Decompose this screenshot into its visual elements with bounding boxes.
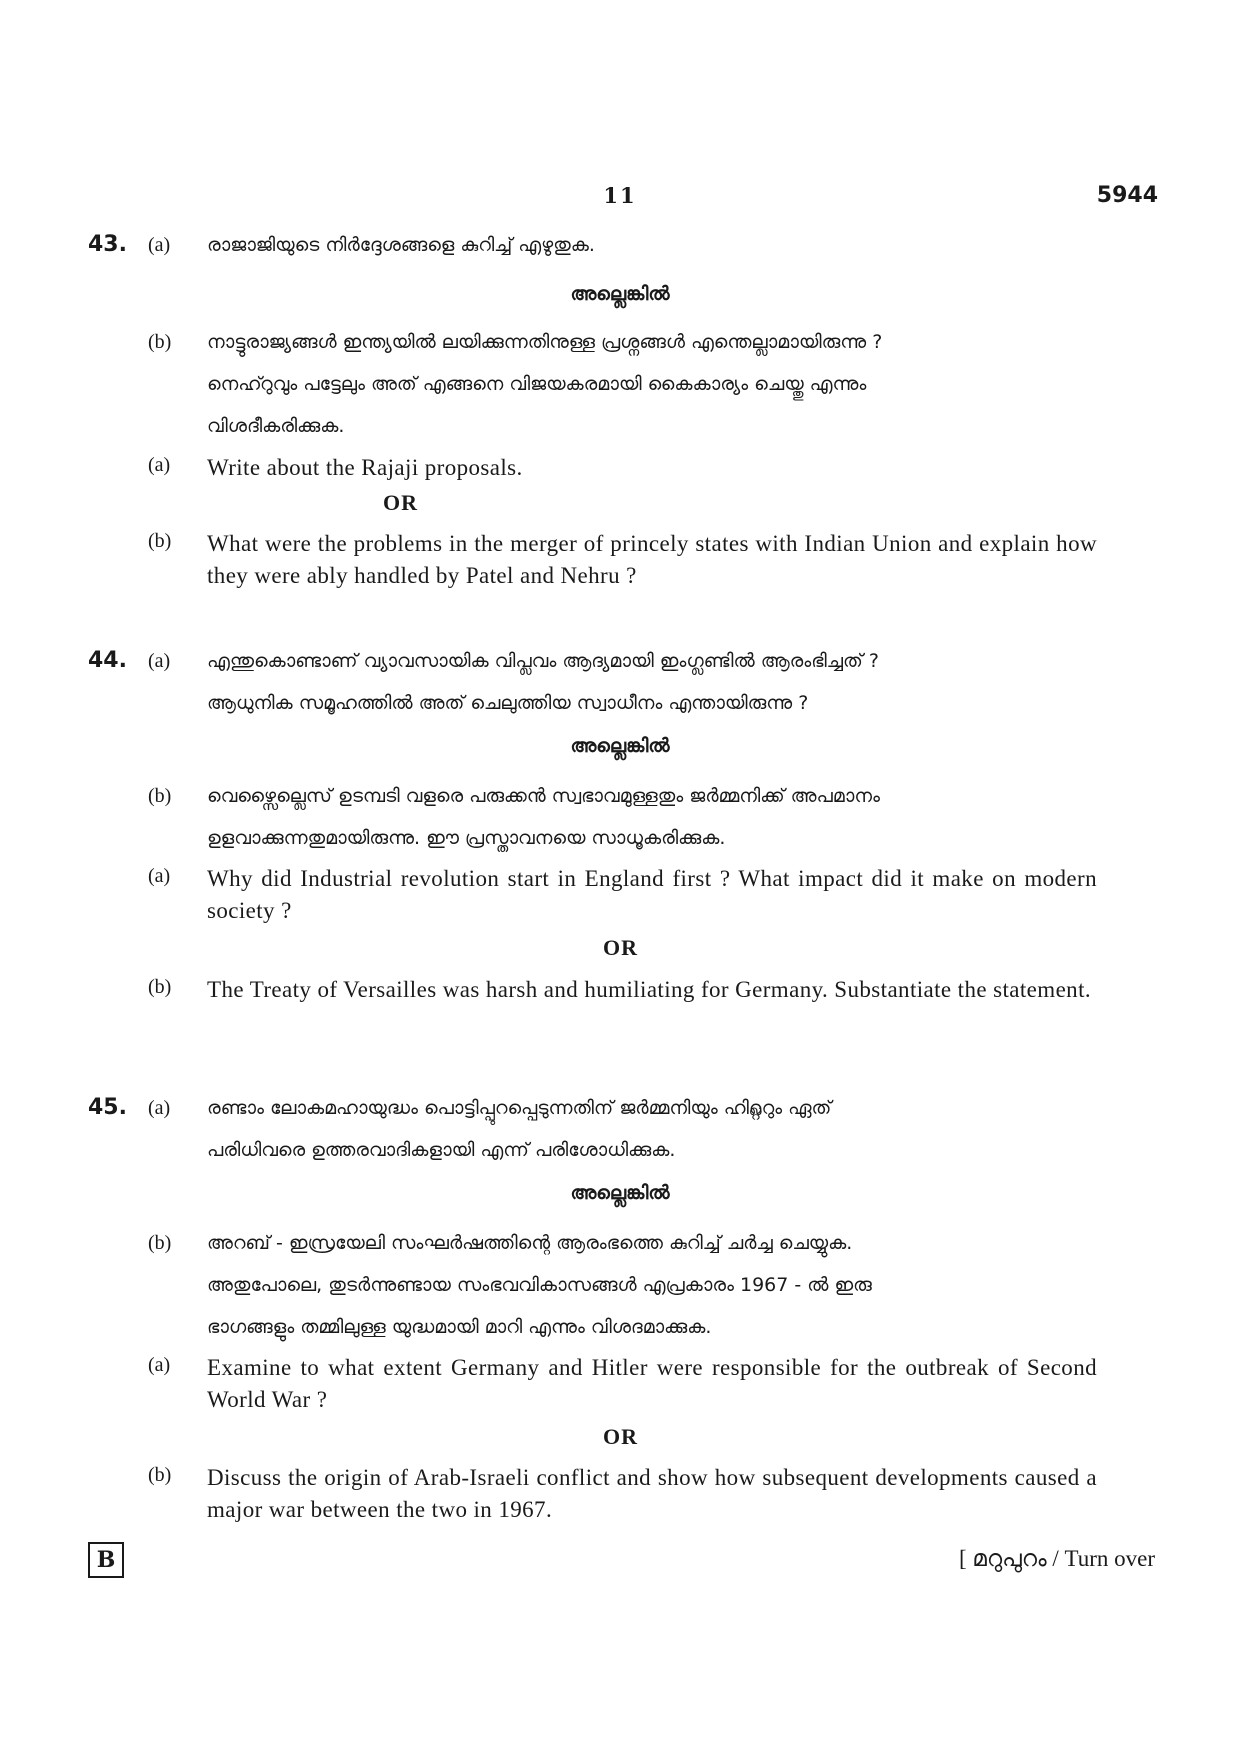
question-a-malayalam	[207, 1087, 1097, 1171]
text-line: ഭാഗങ്ങളും തമ്മിലുള്ള യുദ്ധമായി മാറി എന്നും വിശദമാക്കുക.	[207, 1316, 712, 1338]
text-line: വിശദീകരിക്കുക.	[207, 415, 345, 437]
part-label-a: (a)	[148, 650, 171, 672]
part-label-b: (b)	[148, 1464, 172, 1486]
or-english: OR	[603, 1424, 638, 1449]
question-a-malayalam	[207, 640, 1097, 724]
question-number: 45.	[88, 1095, 127, 1120]
part-label-a: (a)	[148, 454, 171, 476]
text-line: എന്തുകൊണ്ടാണ് വ്യാവസായിക വിപ്ലവം ആദ്യമായി ഇംഗ്ലണ്ടിൽ ആരംഭിച്ചത് ?	[207, 650, 879, 672]
turn-over-note: [ മറുപുറം / Turn over	[958, 1546, 1155, 1571]
part-label-a: (a)	[148, 1354, 171, 1376]
or-malayalam: അല്ലെങ്കിൽ	[570, 735, 670, 757]
text-line: രണ്ടാം ലോകമഹായുദ്ധം പൊട്ടിപ്പുറപ്പെടുന്നതിന് ജർമ്മനിയും ഹിറ്റ്ലറും ഏത്	[207, 1097, 832, 1119]
text-line: ആധുനിക സമൂഹത്തിൽ അത് ചെലുത്തിയ സ്വാധീനം എന്തായിരുന്നു ?	[207, 692, 809, 714]
question-b-malayalam	[207, 1222, 1097, 1348]
part-label-a: (a)	[148, 234, 171, 256]
question-b-english: What were the problems in the merger of princely states with Indian Union and explain how they were ably handled by Patel and Nehru ?	[207, 531, 1097, 588]
part-label-a: (a)	[148, 1097, 171, 1119]
part-label-b: (b)	[148, 331, 172, 353]
or-english: OR	[603, 935, 638, 960]
text-line: പരിധിവരെ ഉത്തരവാദികളായി എന്ന് പരിശോധിക്കുക.	[207, 1139, 676, 1161]
part-label-b: (b)	[148, 976, 172, 998]
question-b-english: Discuss the origin of Arab-Israeli conflict and show how subsequent developments caused a major war between the two in 1967.	[207, 1465, 1097, 1522]
question-number: 44.	[88, 648, 127, 673]
question-a-english: Write about the Rajaji proposals.	[207, 455, 523, 480]
paper-code: 5944	[1096, 183, 1158, 208]
text-line: ഉളവാക്കുന്നതുമായിരുന്നു. ഈ പ്രസ്താവനയെ സാധൂകരിക്കുക.	[207, 827, 726, 849]
text-line: അതുപോലെ, തുടർന്നുണ്ടായ സംഭവവികാസങ്ങൾ എപ്രകാരം 1967 - ൽ ഇരു	[207, 1274, 872, 1296]
text-line: അറബ് - ഇസ്രയേലി സംഘർഷത്തിന്റെ ആരംഭത്തെ കുറിച്ച് ചർച്ച ചെയ്യുക.	[207, 1232, 853, 1254]
question-b-malayalam	[207, 321, 1097, 447]
part-label-a: (a)	[148, 865, 171, 887]
or-english: OR	[383, 490, 418, 515]
page-number: 11	[603, 183, 637, 208]
question-a-english: Why did Industrial revolution start in England first ? What impact did it make on modern society ?	[207, 866, 1097, 923]
series-code-box: B	[88, 1542, 124, 1578]
part-label-b: (b)	[148, 1232, 172, 1254]
question-b-english: The Treaty of Versailles was harsh and humiliating for Germany. Substantiate the statement.	[207, 977, 1092, 1002]
question-a-malayalam: രാജാജിയുടെ നിർദ്ദേശങ്ങളെ കുറിച്ച് എഴുതുക.	[207, 234, 595, 256]
text-line: നെഹ്റുവും പട്ടേലും അത് എങ്ങനെ വിജയകരമായി കൈകാര്യം ചെയ്തു എന്നും	[207, 373, 867, 395]
question-number: 43.	[88, 232, 127, 257]
part-label-b: (b)	[148, 785, 172, 807]
question-b-malayalam	[207, 775, 1097, 859]
question-a-english: Examine to what extent Germany and Hitler were responsible for the outbreak of Second World War ?	[207, 1355, 1097, 1412]
text-line: വെഴ്സൈല്ലെസ് ഉടമ്പടി വളരെ പരുക്കൻ സ്വഭാവമുള്ളതും ജർമ്മനിക്ക് അപമാനം	[207, 785, 880, 807]
part-label-b: (b)	[148, 530, 172, 552]
or-malayalam: അല്ലെങ്കിൽ	[570, 1182, 670, 1204]
text-line: നാട്ടുരാജ്യങ്ങൾ ഇന്ത്യയിൽ ലയിക്കുന്നതിനുള്ള പ്രശ്നങ്ങൾ എന്തെല്ലാമായിരുന്നു ?	[207, 331, 883, 353]
or-malayalam: അല്ലെങ്കിൽ	[570, 283, 670, 305]
